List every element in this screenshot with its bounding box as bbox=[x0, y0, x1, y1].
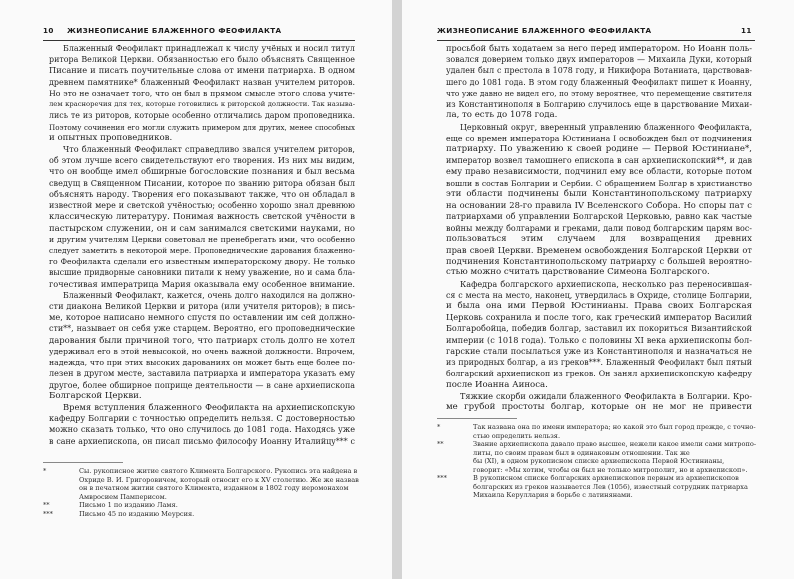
footnote-line bbox=[43, 501, 373, 510]
footnote-text: Письмо 1 по изданию Ламя. bbox=[79, 501, 178, 510]
body-line: гарские стали посылаться уже из Константинополя и назначаться не bbox=[446, 345, 752, 356]
body-line: удерживал его в этой невысокой, но очень важной должности. Впрочем, bbox=[49, 346, 355, 356]
left-page bbox=[0, 0, 392, 579]
body-line: что он вообще имел обширные богословские познания и был весьма bbox=[49, 166, 355, 177]
body-line: болгарский архиепископ из греков. Он занял архиепископскую кафедру bbox=[446, 369, 752, 379]
body-line: гочестивая императрица Мария оказывала ему особенное внимание. bbox=[49, 278, 355, 289]
footnote-marker: * bbox=[437, 423, 441, 431]
footnote-marker: * bbox=[43, 467, 47, 475]
body-line: ме, которое написано немного спустя по оставлении им сей должно- bbox=[49, 312, 355, 323]
body-line: ритора Великой Церкви. Обязанностью его было объяснять Священное bbox=[49, 55, 355, 65]
body-line: Болгарской Церкви. bbox=[49, 390, 142, 401]
body-line: ему право независимости, подчинил ему все области, которые потом bbox=[446, 166, 752, 177]
body-line: Время вступления блаженного Феофилакта на архиепископскую bbox=[63, 402, 355, 412]
body-line: стью можно считать царствование Симеона Болгарского. bbox=[446, 267, 710, 278]
body-line: Блаженный Феофилакт принадлежал к числу учёных и носил титул bbox=[63, 44, 355, 53]
right-body-text bbox=[446, 43, 752, 413]
body-line: в сане архиепископа, он писал письмо философу Иоанну Италийцу*** с bbox=[49, 436, 355, 446]
header-rule bbox=[437, 40, 755, 41]
body-line: сти**, называет он себя уже старцем. Вероятно, его проповеднические bbox=[49, 324, 355, 334]
body-line: Но это не означает того, что он был в прямом смысле этого слова учите- bbox=[49, 88, 355, 98]
body-line: ме грубой простоты болгар, которые он не мог не привести bbox=[446, 402, 752, 412]
body-line: и опытных проповедников. bbox=[49, 132, 173, 143]
left-body-text bbox=[49, 43, 355, 447]
footnote-rule bbox=[43, 462, 123, 463]
header-rule bbox=[43, 40, 355, 41]
body-line: шего до 1081 года. В этом году блаженный Феофилакт пишет к Иоанну, bbox=[446, 77, 752, 87]
body-line: прав своей Церкви. Временем освобождения Болгарской Церкви от bbox=[446, 244, 752, 255]
footnote-text: болгарских из греков называется Лев (1056), известный сотрудник патриарха bbox=[473, 482, 748, 491]
footnote-line bbox=[437, 466, 767, 475]
body-line: из природных болгар, а из греков***. Блаженный Феофилакт был пятый bbox=[446, 358, 752, 368]
body-line: можно сказать только, что оно случилось до 1081 года. Находясь уже bbox=[49, 424, 355, 435]
body-line: Болгаробойца, победив болгар, заставил их покориться Византийской bbox=[446, 323, 752, 334]
footnote-line bbox=[437, 449, 767, 458]
running-title: ЖИЗНЕОПИСАНИЕ БЛАЖЕННОГО ФЕОФИЛАКТА bbox=[437, 26, 652, 35]
body-line: ла, то есть до 1078 года. bbox=[446, 110, 558, 121]
footnote-text: он в печатном житии святого Климента, изданном в 1802 году иеромонахом bbox=[79, 484, 349, 493]
footnote-text: Звание архиепископа давало право высшее, нежели какое имели сами митропо- bbox=[473, 440, 757, 449]
body-line: следует заметить в некоторой мере. Проповеднические дарования блаженно- bbox=[49, 245, 355, 255]
footnote-marker: *** bbox=[43, 509, 53, 518]
footnote-text: В рукописном списке болгарских архиепископов первым из архиепископов bbox=[473, 474, 739, 483]
body-line: Церковный округ, вверенный управлению блаженного Феофилакта, bbox=[460, 122, 752, 132]
footnote-rule bbox=[437, 418, 517, 419]
body-line: из Константинополя в Болгарию случилось еще в царствование Михаи- bbox=[446, 100, 752, 110]
body-line: вошли в состав Болгарии и Сербии. С обращением Болгар в христианство bbox=[446, 178, 752, 188]
footnote-marker: ** bbox=[437, 440, 444, 449]
body-line: классическую литературу. Понимая важность светской учёности в bbox=[49, 211, 355, 222]
body-line: Тяжкие скорби ожидали блаженного Феофилакта в Болгарии. Кро- bbox=[460, 391, 752, 401]
body-line: пастырском служении, он и сам занимался светскими науками, но bbox=[49, 222, 355, 233]
body-line: лем красноречия для тех, которые готовились к риторской должности. Так называ- bbox=[49, 100, 355, 109]
footnote-text: говорит: «Мы хотим, чтобы он был не только митрополит, но и архиепископ». bbox=[473, 465, 748, 474]
body-line: Кафедра болгарского архиепископа, несколько раз переносившая- bbox=[460, 278, 752, 289]
body-line: патриархами об управлении Болгарской Церковью, равно как частые bbox=[446, 211, 752, 222]
body-line: Писание и писать поучительные слова от имени патриарха. В одном bbox=[49, 65, 355, 76]
body-line: эти области подчинены были Константинопольскому патриарху bbox=[446, 188, 752, 199]
body-line: на основании 28-го правила IV Вселенского Собора. Но споры пат с bbox=[446, 200, 752, 211]
body-line: император возвел тамошнего епископа в сан архиепископский**, и дав bbox=[446, 156, 752, 166]
body-line: подчинения Константинопольскому патриарху с большей вероятно- bbox=[446, 256, 752, 267]
body-line: ся с места на место, наконец, утвердилась в Охриде, столице Болгарии, bbox=[446, 290, 752, 300]
body-line: Что блаженный Феофилакт справедливо звался учителем риторов, bbox=[63, 143, 355, 154]
page-number: 11 bbox=[741, 26, 752, 35]
footnote-line bbox=[43, 476, 373, 485]
body-line: и другим учителям Церкви советовал не пренебрегать ими, что особенно bbox=[49, 234, 355, 244]
footnote-line bbox=[437, 474, 767, 483]
left-footnotes bbox=[43, 467, 373, 518]
body-line: древнем памятнике* блаженный Феофилакт назван учителем риторов. bbox=[49, 77, 355, 87]
footnote-marker: *** bbox=[437, 474, 447, 483]
body-line: еще со времен императора Юстиниана I освобожден был от подчинения bbox=[446, 133, 752, 143]
body-line: сведущ в Священном Писании, которое по званию ритора обязан был bbox=[49, 177, 355, 188]
body-line: удален был с престола в 1078 году, и Никифора Вотаниата, царствовав- bbox=[446, 66, 752, 76]
body-line: лись те из риторов, которые особенно отличались даром проповедника. bbox=[49, 111, 355, 121]
body-line: Церковь сохранила и после того, как греческий император Василий bbox=[446, 312, 752, 323]
footnote-line bbox=[437, 457, 767, 466]
body-line: лезен в другом месте, заставила патриарха и императора указать ему bbox=[49, 368, 355, 379]
footnote-text: Сы. рукописное житие святого Климента Болгарского. Рукопись эта найдена в bbox=[79, 467, 358, 475]
body-line: пользоваться этим случаем для возвращения древних bbox=[446, 233, 752, 244]
footnote-line bbox=[437, 423, 767, 432]
body-line: войны между болгарами и греками, дали повод болгарским царям вос- bbox=[446, 223, 752, 233]
footnote-marker: ** bbox=[43, 501, 50, 510]
footnote-line bbox=[437, 483, 767, 492]
footnote-line bbox=[43, 467, 373, 476]
running-title: ЖИЗНЕОПИСАНИЕ БЛАЖЕННОГО ФЕОФИЛАКТА bbox=[67, 26, 282, 35]
body-line: го Феофилакта сделали его известным императорскому двору. Не только bbox=[49, 257, 355, 267]
body-line: известной мере и светской учёностью; особенно хорошо знал древнюю bbox=[49, 201, 355, 211]
body-line: об этом лучше всего свидетельствуют его творения. Из них мы видим, bbox=[49, 156, 355, 166]
footnote-line bbox=[437, 440, 767, 449]
body-line: объяснять народу. Творения его показывают также, что он обладал в bbox=[49, 188, 355, 199]
footnote-line bbox=[43, 484, 373, 493]
body-line: патриарху. По уважению к своей родине — Первой Юстиниане*, bbox=[446, 143, 752, 154]
footnote-text: литы, по своим правам был в одинаковым отношении. Так же bbox=[473, 448, 690, 457]
body-line: сти диакона Великой Церкви и ритора (или учителя риторов); в пись- bbox=[49, 301, 355, 312]
body-line: что уже давно не видел его, по этому вероятнее, что перемещение святителя bbox=[446, 88, 752, 98]
footnote-text: Так названа она по имени императора; но какой это был город прежде, с точно- bbox=[473, 423, 756, 431]
footnote-line bbox=[437, 432, 767, 441]
footnote-text: Письмо 45 по изданию Меурсия. bbox=[79, 509, 195, 518]
right-page-header bbox=[437, 26, 753, 38]
body-line: Поэтому сочинения его могли служить примером для других, менее способных bbox=[49, 122, 355, 132]
footnote-text: Михаила Керуллария в борьбе с латинянами. bbox=[473, 491, 633, 500]
body-line: кафедру Болгарии с точностью определить нельзя. С достоверностью bbox=[49, 413, 355, 424]
body-line: после Иоанна Аиноса. bbox=[446, 379, 548, 390]
footnote-line bbox=[43, 493, 373, 502]
page-number: 10 bbox=[43, 26, 54, 35]
footnote-line bbox=[437, 491, 767, 500]
body-line: империи (с 1018 года). Только с половины XI века архиепископы бол- bbox=[446, 334, 752, 345]
footnote-text: Амвросием Памперисом. bbox=[79, 492, 167, 501]
footnote-text: стью определить нельзя. bbox=[473, 431, 561, 440]
right-page bbox=[402, 0, 794, 579]
footnote-text: бы (XI), в одном рукописном списке архиепископа Первой Юстинианы, bbox=[473, 457, 725, 466]
footnote-text: Охриде В. И. Григоровичем, который относит его к XV столетию. Же же назвав bbox=[79, 475, 359, 484]
body-line: высшие придворные сановники питали к нему уважение, но и сама бла- bbox=[49, 268, 355, 278]
body-line: и была она ими Первой Юстинианы. Права своих Болгарская bbox=[446, 301, 752, 312]
body-line: зовался доверием только двух императоров — Михаила Дуки, который bbox=[446, 55, 752, 65]
left-page-header bbox=[43, 26, 353, 38]
book-gutter bbox=[392, 0, 402, 579]
body-line: Блаженный Феофилакт, кажется, очень долго находился на должно- bbox=[63, 290, 355, 300]
body-line: надежда, что при этих высоких дарованиях он может быть еще более по- bbox=[49, 358, 355, 368]
footnote-line bbox=[43, 510, 373, 519]
body-line: дарования были причиной того, что патриарх столь долго не хотел bbox=[49, 334, 355, 345]
right-footnotes bbox=[437, 423, 767, 500]
body-line: другое, более обширное поприще деятельности — в сане архиепископа bbox=[49, 380, 355, 390]
body-line: просьбой быть ходатаем за него перед императором. Но Иоанн поль- bbox=[446, 43, 752, 53]
